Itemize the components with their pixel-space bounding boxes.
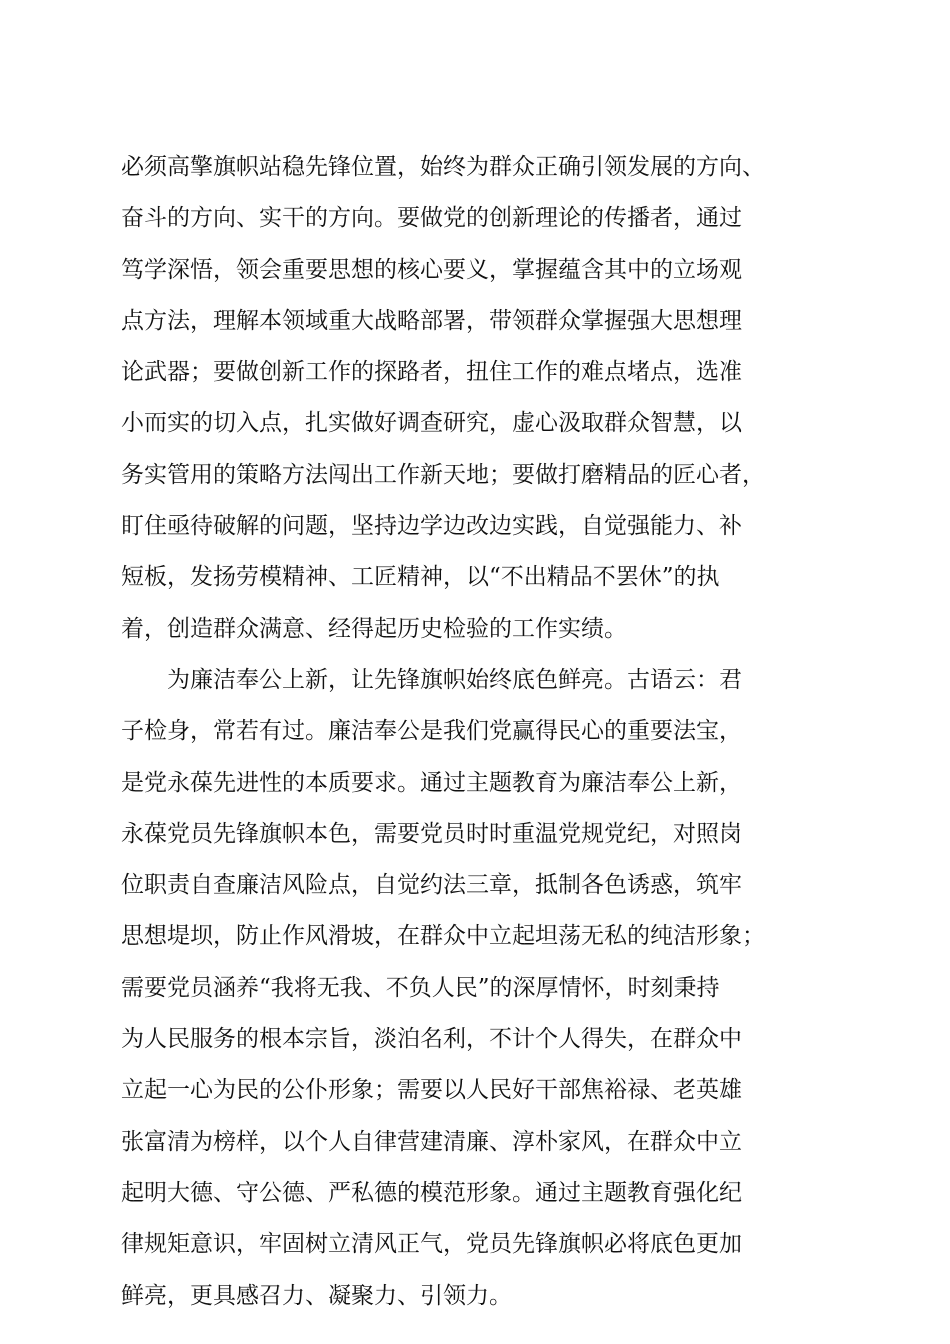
text-line: 鲜亮，更具感召力、凝聚力、引领力。 (121, 1282, 512, 1309)
text-line: 短板，发扬劳模精神、工匠精神，以“不出精品不罢休”的执 (121, 564, 720, 591)
text-line: 为人民服务的根本宗旨，淡泊名利，不计个人得失，在群众中 (121, 1026, 742, 1053)
text-line: 子检身，常若有过。廉洁奉公是我们党赢得民心的重要法宝， (121, 718, 742, 745)
text-line: 务实管用的策略方法闯出工作新天地；要做打磨精品的匠心者， (121, 461, 765, 488)
text-line: 永葆党员先锋旗帜本色，需要党员时时重温党规党纪，对照岗 (121, 820, 742, 847)
text-line: 起明大德、守公德、严私德的模范形象。通过主题教育强化纪 (121, 1179, 742, 1206)
text-line: 张富清为榜样，以个人自律营建清廉、淳朴家风，在群众中立 (121, 1128, 742, 1155)
text-line: 奋斗的方向、实干的方向。要做党的创新理论的传播者，通过 (121, 205, 742, 232)
text-line: 是党永葆先进性的本质要求。通过主题教育为廉洁奉公上新， (121, 769, 742, 796)
text-line: 着，创造群众满意、经得起历史检验的工作实绩。 (121, 615, 627, 642)
text-line: 点方法，理解本领域重大战略部署，带领群众掌握强大思想理 (121, 307, 742, 334)
text-line: 必须高擎旗帜站稳先锋位置，始终为群众正确引领发展的方向、 (121, 154, 765, 180)
text-line: 为廉洁奉公上新，让先锋旗帜始终底色鲜亮。古语云：君 (121, 666, 742, 693)
text-line: 盯住亟待破解的问题，坚持边学边改边实践，自觉强能力、补 (121, 513, 742, 540)
text-line: 需要党员涵养“我将无我、不负人民”的深厚情怀，时刻秉持 (121, 974, 720, 1001)
paragraph-integrity (121, 655, 841, 1322)
text-line: 思想堤坝，防止作风滑坡，在群众中立起坦荡无私的纯洁形象； (121, 923, 765, 950)
document-body (121, 142, 841, 1322)
text-line: 笃学深悟，领会重要思想的核心要义，掌握蕴含其中的立场观 (121, 256, 742, 283)
paragraph-continuation (121, 142, 841, 655)
text-line: 立起一心为民的公仆形象；需要以人民好干部焦裕禄、老英雄 (121, 1077, 742, 1104)
text-line: 位职责自查廉洁风险点，自觉约法三章，抵制各色诱惑，筑牢 (121, 872, 742, 899)
text-line: 小而实的切入点，扎实做好调查研究，虚心汲取群众智慧，以 (121, 410, 742, 437)
text-line: 律规矩意识，牢固树立清风正气，党员先锋旗帜必将底色更加 (121, 1231, 742, 1258)
text-line: 论武器；要做创新工作的探路者，扭住工作的难点堵点，选准 (121, 359, 742, 386)
